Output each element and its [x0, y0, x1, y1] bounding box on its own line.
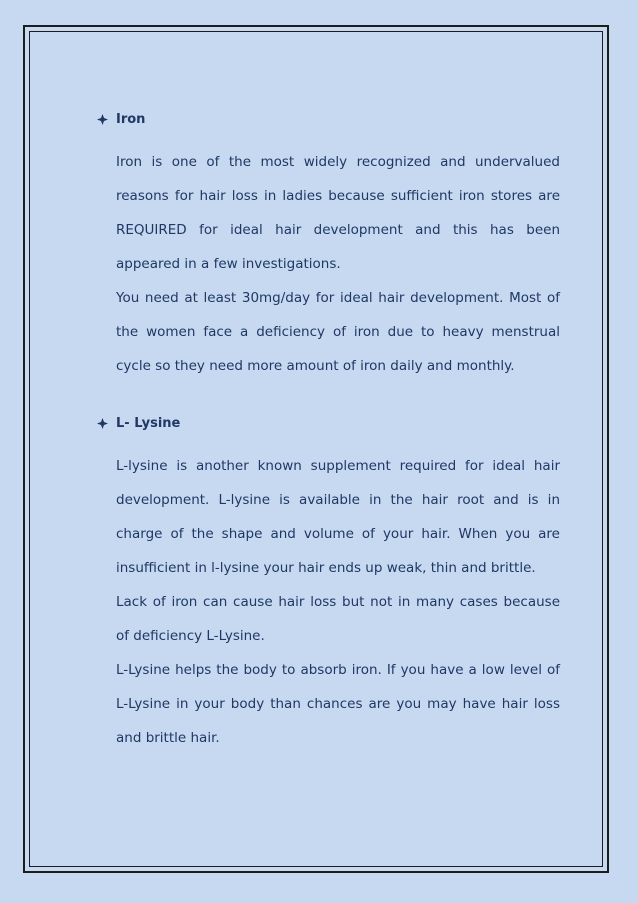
section-heading: [97, 411, 560, 437]
section-l-lysine: [97, 411, 560, 755]
section-heading: [97, 107, 560, 133]
paragraph: You need at least 30mg/day for ideal hair development. Most of the women face a deficiency of iron due to heavy menstrual cycle so they need more amount of iron daily and monthly.: [116, 290, 560, 374]
diamond-bullet-icon: [97, 418, 108, 429]
paragraph: Iron is one of the most widely recognized and undervalued reasons for hair loss in ladies because sufficient iron stores are REQUIRED for ideal hair development and this has been appeared in a few investigations.: [116, 154, 560, 272]
document-body: [97, 107, 560, 755]
paragraph: Lack of iron can cause hair loss but not in many cases because of deficiency L-Lysine.: [116, 594, 560, 644]
section-iron: [97, 107, 560, 383]
diamond-bullet-icon: [97, 114, 108, 125]
paragraph: L-lysine is another known supplement required for ideal hair development. L-lysine is available in the hair root and is in charge of the shape and volume of your hair. When you are insufficient in l-lysine your hair ends up weak, thin and brittle.: [116, 458, 560, 576]
section-title: L- Lysine: [116, 416, 181, 431]
paragraph: L-Lysine helps the body to absorb iron. If you have a low level of L-Lysine in your body than chances are you may have hair loss and brittle hair.: [116, 662, 560, 746]
section-title: Iron: [116, 112, 146, 127]
